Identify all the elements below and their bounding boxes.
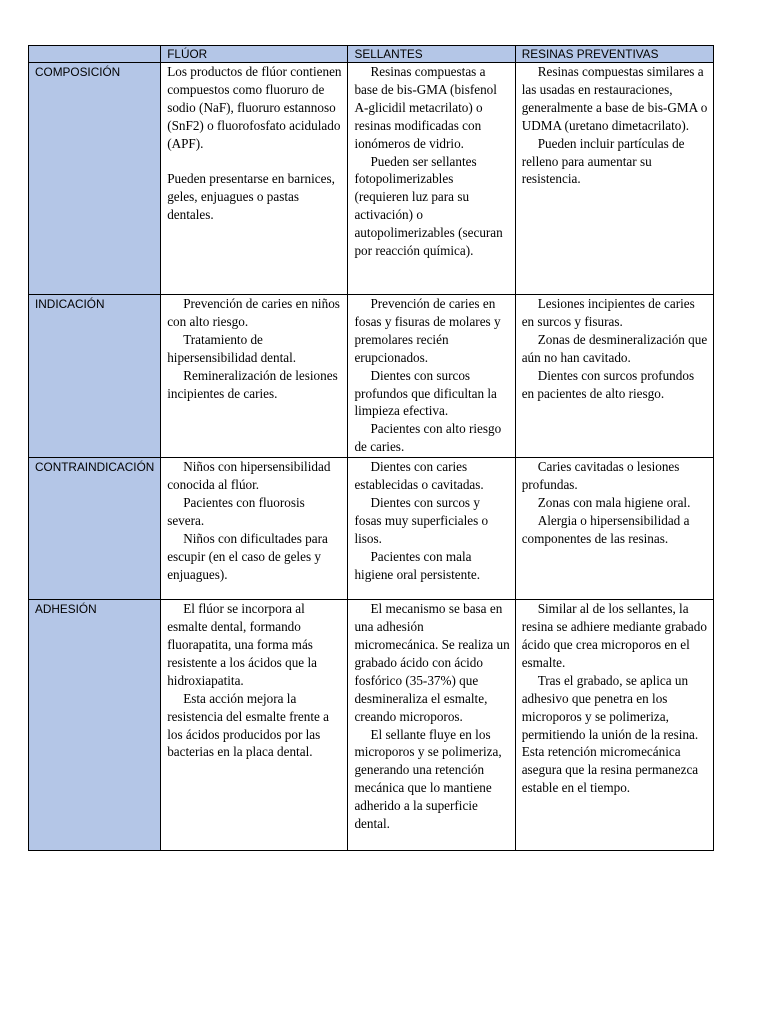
cell-indicacion-sellantes bbox=[348, 295, 515, 458]
table-row-composicion bbox=[29, 63, 714, 295]
cell-paragraph: Los productos de flúor contienen compuestos como fluoruro de sodio (NaF), fluoruro estannoso (SnF2) o fluorofosfato acidulado (APF). bbox=[167, 64, 342, 151]
cell-paragraph: Resinas compuestas similares a las usadas en restauraciones, generalmente a base de bis-GMA o UDMA (uretano dimetacrilato). bbox=[521, 64, 708, 133]
cell-adhesion-resinas bbox=[515, 600, 713, 851]
cell-composicion-fluor bbox=[161, 63, 348, 295]
cell-contraindicacion-sellantes bbox=[348, 458, 515, 600]
cell-adhesion-fluor bbox=[161, 600, 348, 851]
header-sellantes: SELLANTES bbox=[348, 46, 515, 63]
cell-paragraph: Pueden ser sellantes fotopolimerizables (requieren luz para su activación) o autopolimerizables (securan por reacción química). bbox=[354, 153, 503, 259]
cell-paragraph: Pacientes con fluorosis severa. bbox=[167, 494, 305, 528]
cell-paragraph: Lesiones incipientes de caries en surcos y fisuras. bbox=[521, 296, 695, 329]
cell-indicacion-fluor bbox=[161, 295, 348, 458]
cell-paragraph: Dientes con caries establecidas o cavitadas. bbox=[354, 459, 484, 493]
table-row-indicacion bbox=[29, 295, 714, 458]
cell-paragraph: Dientes con surcos profundos en pacientes de alto riesgo. bbox=[521, 367, 695, 401]
cell-contraindicacion-fluor bbox=[161, 458, 348, 600]
cell-composicion-sellantes bbox=[348, 63, 515, 295]
cell-paragraph: Alergia o hipersensibilidad a componentes de las resinas. bbox=[521, 512, 690, 546]
cell-paragraph: Niños con hipersensibilidad conocida al flúor. bbox=[167, 459, 331, 493]
header-corner-cell bbox=[29, 46, 161, 63]
cell-paragraph: Zonas con mala higiene oral. bbox=[537, 494, 691, 510]
table-row-adhesion bbox=[29, 600, 714, 851]
cell-paragraph: Esta acción mejora la resistencia del esmalte frente a los ácidos producidos por las bacterias en la placa dental. bbox=[167, 690, 330, 760]
row-label-contraindicacion: CONTRAINDICACIÓN bbox=[29, 458, 161, 600]
cell-paragraph: Resinas compuestas a base de bis-GMA (bisfenol A-glicidil metacrilato) o resinas modificadas con ionómeros de vidrio. bbox=[354, 64, 497, 151]
cell-contraindicacion-resinas bbox=[515, 458, 713, 600]
blank-line bbox=[167, 153, 342, 171]
cell-paragraph: El mecanismo se basa en una adhesión micromecánica. Se realiza un grabado ácido con ácido fosfórico (35-37%) que desmineraliza el esmalte, creando microporos. bbox=[354, 601, 510, 724]
cell-paragraph: Pacientes con mala higiene oral persistente. bbox=[354, 548, 481, 582]
cell-paragraph: Pacientes con alto riesgo de caries. bbox=[354, 421, 502, 455]
cell-paragraph: Tratamiento de hipersensibilidad dental. bbox=[167, 331, 297, 365]
cell-paragraph: Zonas de desmineralización que aún no han cavitado. bbox=[521, 331, 708, 365]
cell-paragraph: Remineralización de lesiones incipientes de caries. bbox=[167, 367, 338, 401]
row-label-indicacion: INDICACIÓN bbox=[29, 295, 161, 458]
cell-paragraph: Similar al de los sellantes, la resina se adhiere mediante grabado ácido que crea microporos en el esmalte. bbox=[521, 601, 707, 670]
row-label-composicion: COMPOSICIÓN bbox=[29, 63, 161, 295]
cell-paragraph: Caries cavitadas o lesiones profundas. bbox=[521, 459, 680, 493]
header-fluor: FLÚOR bbox=[161, 46, 348, 63]
table-header-row bbox=[29, 46, 714, 63]
header-resinas-preventivas: RESINAS PREVENTIVAS bbox=[515, 46, 713, 63]
cell-composicion-resinas bbox=[515, 63, 713, 295]
cell-paragraph: Pueden presentarse en barnices, geles, enjuagues o pastas dentales. bbox=[167, 171, 335, 223]
cell-paragraph: El flúor se incorpora al esmalte dental, formando fluorapatita, una forma más resistente a los ácidos que la hidroxiapatita. bbox=[167, 601, 317, 688]
cell-paragraph: El sellante fluye en los microporos y se polimeriza, generando una retención mecánica que lo mantiene adherido a la superficie dental. bbox=[354, 726, 502, 832]
cell-paragraph: Dientes con surcos y fosas muy superficiales o lisos. bbox=[354, 494, 489, 546]
comparison-table bbox=[28, 45, 714, 851]
cell-paragraph: Tras el grabado, se aplica un adhesivo que penetra en los microporos y se polimeriza, permitiendo la unión de la resina. Esta retención micromecánica asegura que la resina permanezca estable en el tiempo. bbox=[521, 672, 699, 796]
cell-indicacion-resinas bbox=[515, 295, 713, 458]
cell-paragraph: Dientes con surcos profundos que dificultan la limpieza efectiva. bbox=[354, 367, 497, 419]
cell-paragraph: Niños con dificultades para escupir (en el caso de geles y enjuagues). bbox=[167, 530, 328, 582]
cell-paragraph: Prevención de caries en fosas y fisuras de molares y premolares recién erupcionados. bbox=[354, 296, 501, 365]
row-label-adhesion: ADHESIÓN bbox=[29, 600, 161, 851]
cell-paragraph: Pueden incluir partículas de relleno para aumentar su resistencia. bbox=[521, 135, 685, 187]
cell-adhesion-sellantes bbox=[348, 600, 515, 851]
table-row-contraindicacion bbox=[29, 458, 714, 600]
cell-paragraph: Prevención de caries en niños con alto riesgo. bbox=[167, 296, 340, 329]
